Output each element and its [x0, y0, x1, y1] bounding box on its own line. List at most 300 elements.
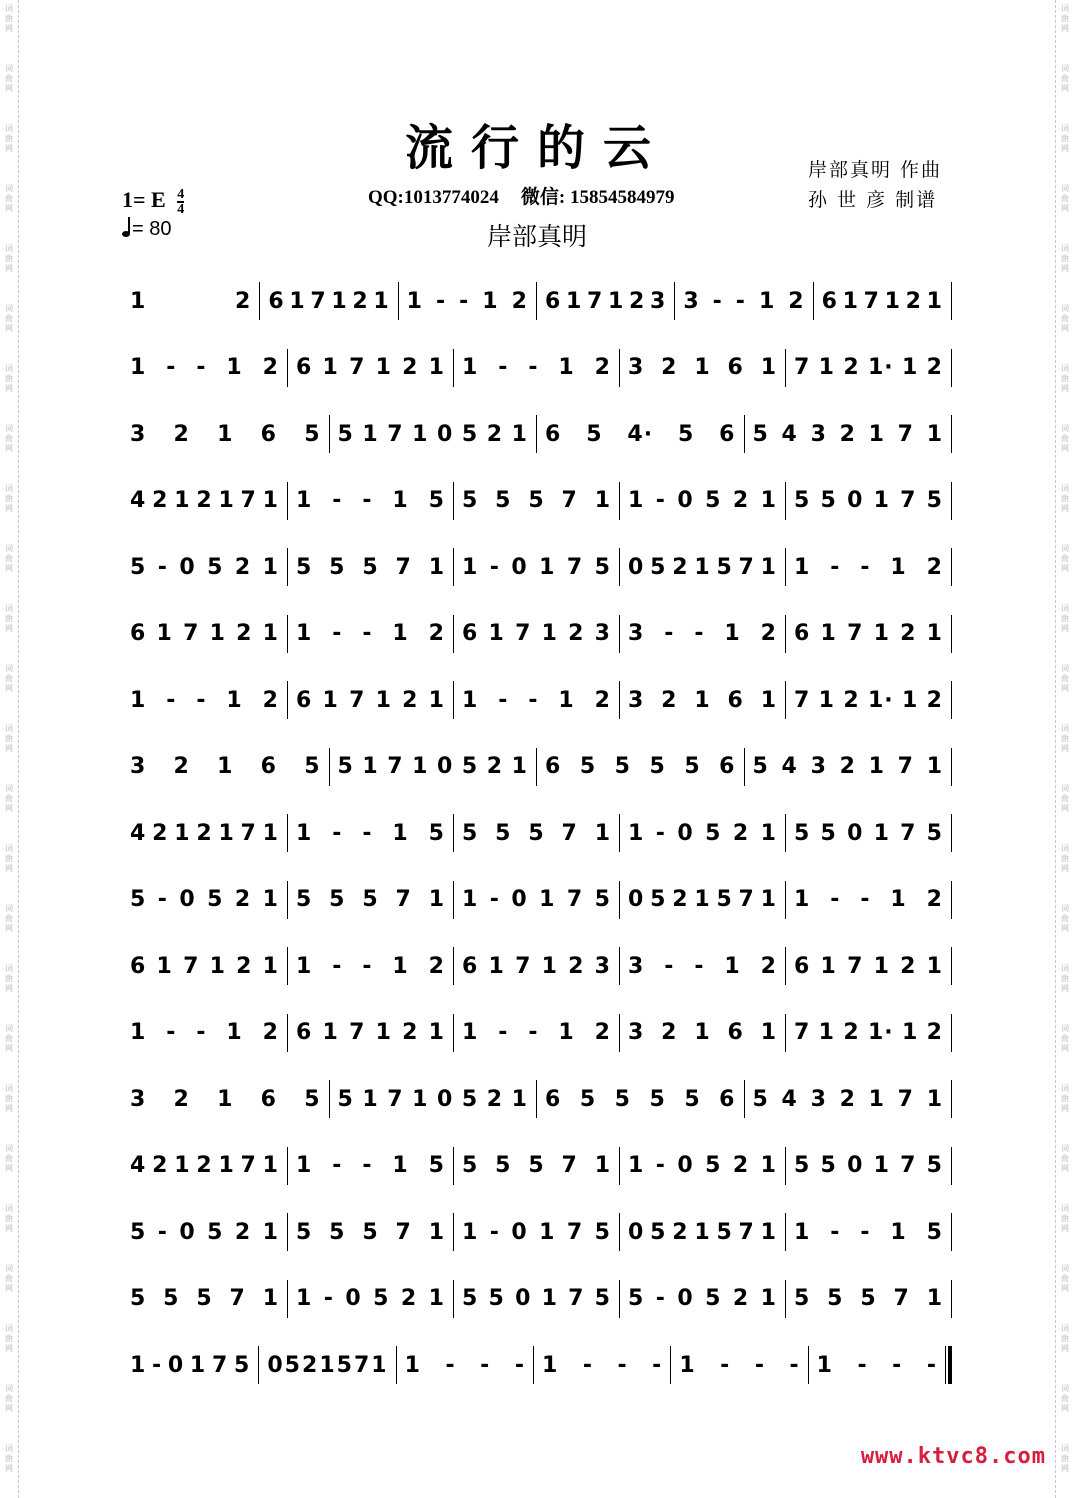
note-token: -	[652, 1352, 663, 1378]
note-token: 5	[362, 887, 379, 913]
note-token: 0	[179, 554, 196, 580]
note-token: 2	[760, 953, 777, 979]
watermark-mark: 词 曲 网	[1061, 64, 1069, 93]
note-token: 1	[406, 288, 423, 314]
note-token: 1	[296, 820, 313, 846]
note-token: 1	[217, 1086, 234, 1112]
note-token: 1	[156, 953, 173, 979]
note-token: 1	[820, 621, 837, 647]
note-token: 1	[511, 1086, 528, 1112]
note-token: 2	[196, 820, 213, 846]
watermark-mark: 词 曲 网	[1061, 964, 1069, 993]
note-token: 4	[781, 1086, 798, 1112]
measure	[454, 614, 619, 654]
note-token: 6	[794, 621, 811, 647]
note-token: -	[528, 687, 539, 713]
watermark-mark: 词 曲 网	[5, 64, 13, 93]
note-token: -	[655, 820, 666, 846]
contact-qq: QQ:1013774024	[368, 187, 499, 208]
note-token: 1	[412, 421, 429, 447]
note-token: 1	[262, 1219, 279, 1245]
note-token: 5	[461, 421, 479, 447]
watermark-mark: 词 曲 网	[1061, 904, 1069, 933]
note-token: 2	[400, 1286, 418, 1312]
watermark-mark: 词 曲 网	[5, 544, 13, 573]
watermark-mark: 词 曲 网	[1061, 1204, 1069, 1233]
note-token: 7	[561, 820, 578, 846]
note-token: 4	[130, 1153, 147, 1179]
score-line	[122, 601, 952, 668]
measure	[122, 680, 287, 720]
key-signature	[122, 186, 184, 216]
note-token: 5	[594, 1286, 611, 1312]
note-token: 2	[236, 621, 253, 647]
note-token: 5	[594, 554, 611, 580]
note-token: 1	[884, 288, 901, 314]
note-token: 3	[130, 421, 147, 447]
note-token: 1	[760, 1153, 777, 1179]
note-token: 3	[810, 421, 827, 447]
watermark-mark: 词 曲 网	[1061, 1444, 1069, 1473]
score-line	[122, 401, 952, 468]
note-token: 0	[511, 887, 528, 913]
note-token: -	[332, 621, 343, 647]
note-token: -	[166, 355, 177, 381]
note-token: 5	[337, 1086, 354, 1112]
note-token: -	[489, 887, 500, 913]
tempo-value: = 80	[132, 218, 172, 240]
note-token: 3	[594, 621, 611, 647]
note-token: 1·	[867, 687, 894, 713]
note-token: 7	[353, 1352, 371, 1378]
note-token: -	[435, 288, 447, 314]
watermark-mark: 词 曲 网	[1061, 304, 1069, 333]
note-token: 1	[760, 1020, 777, 1046]
note-token: -	[196, 355, 207, 381]
note-token: 1	[794, 554, 811, 580]
note-token: 2	[196, 1153, 213, 1179]
note-token: -	[514, 1352, 525, 1378]
note-token: 0	[167, 1352, 185, 1378]
note-token: 2	[486, 754, 504, 780]
note-token: -	[498, 355, 509, 381]
note-token: 1	[724, 953, 741, 979]
note-token: 4·	[627, 421, 654, 447]
note-token: 1	[156, 621, 173, 647]
note-token: 1	[428, 355, 445, 381]
note-token: 5	[528, 1153, 545, 1179]
note-token: 7	[847, 953, 864, 979]
tempo-marking	[122, 216, 171, 242]
note-token: 4	[130, 488, 147, 514]
note-token: 2	[152, 820, 169, 846]
watermark-mark: 词 曲 网	[5, 304, 13, 333]
watermark-mark: 词 曲 网	[5, 964, 13, 993]
measure	[122, 747, 329, 787]
note-token: -	[166, 1020, 177, 1046]
barline	[951, 681, 952, 719]
note-token: 2	[402, 1020, 419, 1046]
note-token: 2	[236, 953, 253, 979]
note-token: 3	[810, 1086, 827, 1112]
note-token: 0	[628, 554, 645, 580]
note-token: 2	[152, 1153, 169, 1179]
note-token: 5	[130, 1219, 147, 1245]
measure	[454, 813, 619, 853]
note-token: 7	[900, 820, 917, 846]
score-line	[122, 734, 952, 801]
note-token: 1	[375, 355, 392, 381]
note-token: 7	[229, 1286, 246, 1312]
note-token: -	[754, 1352, 765, 1378]
measure	[454, 348, 619, 388]
note-token: 2	[732, 1286, 750, 1312]
measure	[786, 1279, 951, 1319]
note-token: 2	[839, 1086, 856, 1112]
note-token: 1	[362, 1086, 379, 1112]
note-token: 1	[594, 1153, 611, 1179]
measure	[288, 348, 453, 388]
note-token: -	[860, 887, 871, 913]
note-token: 3	[683, 288, 700, 314]
note-token: 7	[561, 488, 578, 514]
watermark-mark: 词 曲 网	[1061, 724, 1069, 753]
measure	[537, 414, 744, 454]
note-token: 2	[196, 488, 213, 514]
note-token: 1	[594, 488, 611, 514]
measure	[288, 1013, 453, 1053]
note-token: 7	[738, 554, 755, 580]
note-token: 6	[727, 355, 744, 381]
barline	[951, 1147, 952, 1185]
measure	[122, 547, 287, 587]
note-token: 1	[820, 953, 837, 979]
watermark-mark: 词 曲 网	[1061, 364, 1069, 393]
note-token: 1	[873, 488, 890, 514]
note-token: 2	[628, 288, 646, 314]
measure	[454, 1212, 619, 1252]
measure	[620, 481, 785, 521]
measure	[620, 1279, 785, 1319]
note-token: 1	[760, 355, 777, 381]
note-token: 1	[428, 1286, 445, 1312]
note-token: -	[498, 687, 509, 713]
note-token: 1	[541, 621, 558, 647]
note-token: 1	[558, 1020, 575, 1046]
note-token: 1	[226, 1020, 243, 1046]
note-token: 1	[462, 554, 479, 580]
watermark-mark: 词 曲 网	[1061, 1084, 1069, 1113]
note-token: 1	[628, 1153, 645, 1179]
note-token: 3	[594, 953, 611, 979]
watermark-mark: 词 曲 网	[5, 4, 13, 33]
measure	[745, 414, 952, 454]
note-token: 5	[716, 887, 733, 913]
note-token: 1	[760, 1286, 777, 1312]
score-line	[122, 1066, 952, 1133]
note-token: 0	[847, 488, 864, 514]
score-line	[122, 667, 952, 734]
note-token: -	[152, 1352, 163, 1378]
note-token: 0	[179, 887, 196, 913]
note-token: 5	[528, 488, 545, 514]
score-title: 流行的云	[404, 120, 669, 176]
note-token: 5	[752, 421, 769, 447]
contact-wechat: 微信: 15854584979	[520, 187, 675, 208]
note-token: 7	[900, 1153, 917, 1179]
note-token: 2	[234, 1219, 252, 1245]
note-token: 5	[579, 1086, 597, 1112]
note-token: 3	[130, 1086, 147, 1112]
note-token: -	[196, 1020, 207, 1046]
note-token: 1	[842, 288, 859, 314]
note-token: 5	[362, 554, 379, 580]
note-token: 7	[240, 820, 257, 846]
note-token: 1	[541, 953, 558, 979]
note-token: 1	[319, 1352, 336, 1378]
measure	[786, 946, 951, 986]
note-token: 1	[926, 953, 943, 979]
measure	[786, 680, 951, 720]
measure	[122, 348, 287, 388]
note-token: 1	[462, 1020, 479, 1046]
note-token: 0	[437, 421, 454, 447]
watermark-mark: 词 曲 网	[5, 1264, 13, 1293]
measure	[537, 747, 744, 787]
note-token: 1	[130, 288, 147, 314]
note-token: 5	[296, 554, 313, 580]
note-token: 1	[926, 621, 943, 647]
measure	[122, 946, 287, 986]
note-token: 3	[628, 621, 645, 647]
note-token: 1	[209, 621, 226, 647]
note-token: 1	[296, 1286, 313, 1312]
note-token: -	[720, 1352, 731, 1378]
note-token: 2	[594, 687, 611, 713]
note-token: -	[362, 1153, 373, 1179]
measure	[122, 614, 287, 654]
note-token: 0	[628, 1219, 645, 1245]
note-token: 1	[392, 1153, 409, 1179]
measure	[122, 1146, 287, 1186]
note-token: 1·	[867, 355, 894, 381]
note-token: 1	[262, 554, 279, 580]
quarter-note-icon	[122, 217, 130, 237]
score-line	[122, 1000, 952, 1067]
score-line	[122, 1332, 952, 1399]
note-token: 1	[760, 887, 777, 913]
note-token: 2	[262, 1020, 279, 1046]
watermark-mark: 词 曲 网	[1061, 124, 1069, 153]
note-token: 2	[788, 288, 805, 314]
time-signature-bottom: 4	[177, 201, 185, 217]
note-token: 2	[926, 887, 943, 913]
note-token: 1	[724, 621, 741, 647]
measure	[809, 1345, 945, 1385]
measure	[620, 348, 785, 388]
watermark-mark: 词 曲 网	[5, 124, 13, 153]
note-token: 6	[260, 421, 277, 447]
note-token: 2	[301, 1352, 319, 1378]
note-token: 1·	[867, 1020, 894, 1046]
note-token: -	[362, 621, 373, 647]
measure	[786, 547, 951, 587]
measure	[122, 813, 287, 853]
note-token: -	[332, 488, 343, 514]
watermark-mark: 词 曲 网	[5, 1444, 13, 1473]
note-token: -	[166, 687, 177, 713]
note-token: 5	[586, 421, 603, 447]
note-token: 1	[873, 820, 890, 846]
watermark-mark: 词 曲 网	[5, 364, 13, 393]
note-token: 2	[173, 1086, 190, 1112]
note-token: 2	[262, 355, 279, 381]
note-token: 1	[539, 887, 556, 913]
note-token: 5	[461, 754, 479, 780]
note-token: 1	[373, 288, 390, 314]
note-token: 1	[262, 621, 279, 647]
measure	[620, 1212, 785, 1252]
watermark-mark: 词 曲 网	[5, 604, 13, 633]
note-token: 2	[235, 288, 252, 314]
score-line	[122, 800, 952, 867]
score-line	[122, 933, 952, 1000]
note-token: -	[489, 1219, 500, 1245]
note-token: 1	[262, 1286, 279, 1312]
note-token: 7	[847, 621, 864, 647]
note-token: 1	[217, 754, 234, 780]
measure	[122, 1279, 287, 1319]
note-token: -	[617, 1352, 628, 1378]
measure	[814, 281, 951, 321]
note-token: 1	[511, 421, 528, 447]
note-token: 1	[760, 1219, 777, 1245]
note-token: 7	[897, 754, 914, 780]
note-token: 1	[371, 1352, 388, 1378]
measure	[620, 880, 785, 920]
note-token: 1	[926, 754, 943, 780]
note-token: 5	[373, 1286, 390, 1312]
note-token: 7	[900, 488, 917, 514]
measure	[288, 680, 453, 720]
note-token: 1	[375, 1020, 392, 1046]
note-token: 7	[515, 953, 532, 979]
note-token: -	[362, 820, 373, 846]
note-token: -	[789, 1352, 800, 1378]
watermark-mark: 词 曲 网	[5, 904, 13, 933]
note-token: 2	[486, 1086, 504, 1112]
watermark-mark: 词 曲 网	[1061, 1024, 1069, 1053]
note-token: 5	[337, 421, 354, 447]
note-token: 2	[900, 953, 917, 979]
note-token: 1	[607, 288, 625, 314]
note-token: 5	[650, 887, 667, 913]
measure	[745, 1079, 952, 1119]
note-token: 2	[594, 355, 611, 381]
note-token: 1	[428, 1020, 445, 1046]
measure	[288, 880, 453, 920]
watermark-mark: 词 曲 网	[1061, 1144, 1069, 1173]
note-token: 1	[322, 1020, 339, 1046]
note-token: 5	[207, 1219, 224, 1245]
note-token: 2	[843, 355, 860, 381]
barline	[951, 482, 952, 520]
note-token: 6	[545, 421, 562, 447]
note-token: 5	[163, 1286, 180, 1312]
watermark-mark: 词 曲 网	[1061, 844, 1069, 873]
note-token: 7	[566, 554, 584, 580]
note-token: 5	[462, 1286, 479, 1312]
note-token: 1	[873, 953, 890, 979]
note-token: 1	[760, 820, 777, 846]
watermark-mark: 词 曲 网	[5, 664, 13, 693]
note-token: 3	[628, 1020, 645, 1046]
measure	[454, 1013, 619, 1053]
note-token: 1	[189, 1352, 207, 1378]
note-token: 2	[234, 554, 252, 580]
note-token: 0	[677, 1153, 694, 1179]
note-token: 7	[561, 1153, 578, 1179]
note-token: 7	[566, 1219, 584, 1245]
note-token: 1	[873, 1153, 890, 1179]
note-token: 1	[218, 1153, 235, 1179]
note-token: 1	[262, 1153, 279, 1179]
note-token: 1	[218, 488, 235, 514]
measure	[534, 1345, 670, 1385]
note-token: 2	[926, 554, 943, 580]
watermark-mark: 词 曲 网	[5, 724, 13, 753]
note-token: 7	[395, 887, 412, 913]
watermark-mark: 词 曲 网	[5, 1384, 13, 1413]
note-token: 1	[818, 355, 835, 381]
note-token: 5	[926, 1219, 943, 1245]
note-token: 1	[462, 887, 479, 913]
measure	[288, 614, 453, 654]
barline	[951, 947, 952, 985]
watermark-mark: 词 曲 网	[1061, 664, 1069, 693]
note-token: 5	[488, 1286, 505, 1312]
note-token: 2	[402, 355, 419, 381]
barline	[951, 881, 952, 919]
note-token: 1	[926, 1086, 943, 1112]
note-token: 2	[839, 421, 856, 447]
note-token: -	[323, 1286, 334, 1312]
note-token: -	[157, 887, 168, 913]
note-token: 5	[130, 554, 147, 580]
note-token: 4	[781, 421, 798, 447]
note-token: 2	[732, 820, 750, 846]
note-token: 5	[462, 488, 479, 514]
note-token: 1	[130, 687, 147, 713]
note-token: 6	[821, 288, 838, 314]
note-token: 1	[262, 953, 279, 979]
measure	[122, 1345, 258, 1385]
note-token: -	[362, 953, 373, 979]
note-token: 2	[594, 1020, 611, 1046]
note-token: 7	[183, 953, 200, 979]
note-token: 1	[130, 1020, 147, 1046]
note-token: 0	[179, 1219, 196, 1245]
measure	[537, 281, 674, 321]
watermark-mark: 词 曲 网	[5, 844, 13, 873]
note-token: 5	[284, 1352, 301, 1378]
note-token: 6	[260, 754, 277, 780]
note-token: 3	[628, 355, 645, 381]
note-token: -	[830, 1219, 841, 1245]
arranger-credit: 孙 世 彦 制谱	[808, 189, 938, 211]
measure	[454, 1146, 619, 1186]
note-token: 1	[296, 953, 313, 979]
